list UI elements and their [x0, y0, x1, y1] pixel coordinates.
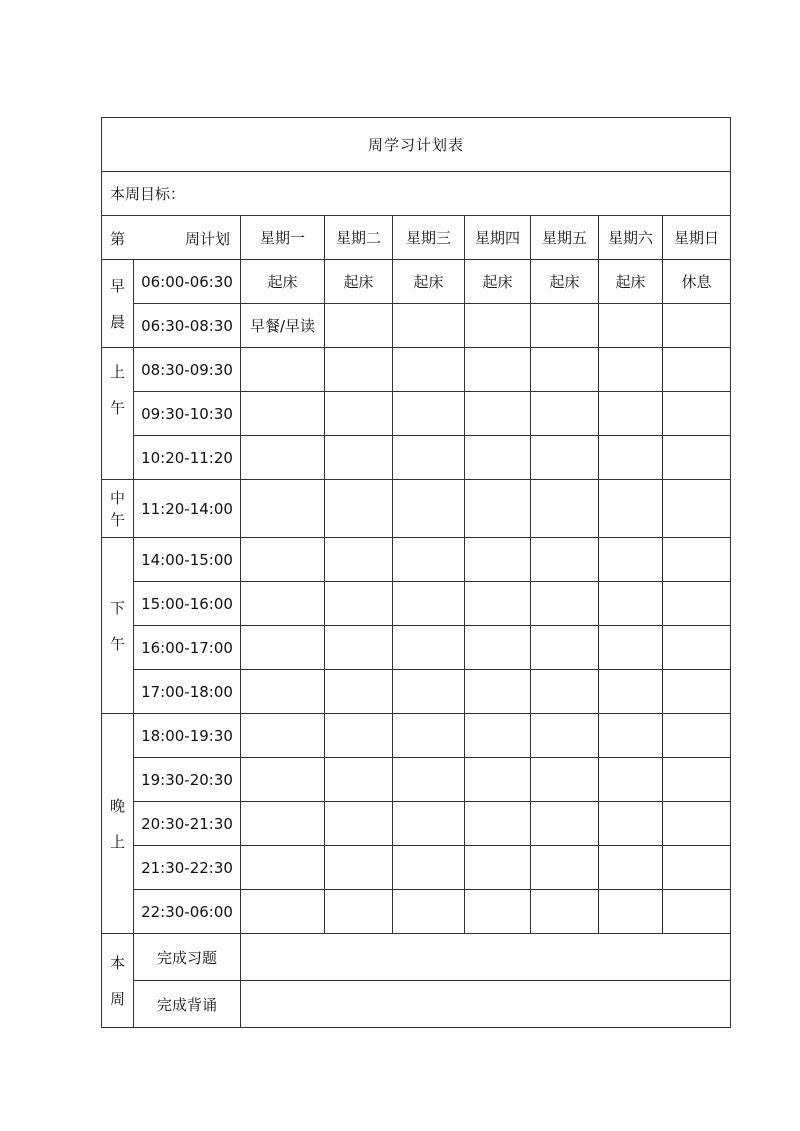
plan-cell[interactable]: 起床 [531, 260, 599, 304]
time-slot: 17:00-18:00 [134, 670, 241, 714]
plan-cell[interactable] [241, 846, 325, 890]
plan-cell[interactable] [663, 304, 731, 348]
plan-cell[interactable] [393, 582, 465, 626]
week-plan-header [102, 216, 241, 260]
plan-cell[interactable] [241, 626, 325, 670]
plan-cell[interactable] [531, 480, 599, 538]
plan-cell[interactable] [325, 480, 393, 538]
plan-cell[interactable] [325, 846, 393, 890]
plan-cell[interactable] [465, 846, 531, 890]
plan-cell[interactable] [531, 714, 599, 758]
plan-cell[interactable] [531, 392, 599, 436]
plan-cell[interactable] [325, 538, 393, 582]
time-slot: 06:30-08:30 [134, 304, 241, 348]
plan-cell[interactable] [241, 890, 325, 934]
day-header-fri: 星期五 [531, 216, 599, 260]
period-label-evening: 晚 上 [102, 714, 134, 934]
plan-cell[interactable] [393, 626, 465, 670]
plan-cell[interactable]: 起床 [599, 260, 663, 304]
time-slot: 22:30-06:00 [134, 890, 241, 934]
plan-cell[interactable] [663, 582, 731, 626]
plan-cell[interactable] [663, 480, 731, 538]
plan-cell[interactable] [531, 670, 599, 714]
plan-cell[interactable] [663, 348, 731, 392]
plan-cell[interactable] [325, 758, 393, 802]
plan-cell[interactable] [465, 802, 531, 846]
plan-cell[interactable] [531, 582, 599, 626]
plan-cell[interactable] [393, 846, 465, 890]
summary-label-recitation: 完成背诵 [134, 981, 241, 1028]
table-row [102, 392, 731, 436]
plan-cell[interactable] [599, 758, 663, 802]
plan-cell[interactable] [241, 538, 325, 582]
plan-cell[interactable] [531, 304, 599, 348]
summary-exercises-field[interactable] [241, 934, 731, 981]
period-label-forenoon: 上 午 [102, 348, 134, 480]
period-label-morning: 早 晨 [102, 260, 134, 348]
plan-cell[interactable] [531, 846, 599, 890]
plan-cell[interactable] [465, 480, 531, 538]
plan-cell[interactable] [325, 626, 393, 670]
table-row [102, 304, 731, 348]
week-number-label: 第 [110, 230, 126, 248]
plan-cell[interactable] [393, 670, 465, 714]
table-row [102, 480, 731, 538]
plan-cell[interactable] [393, 802, 465, 846]
plan-cell[interactable] [599, 480, 663, 538]
plan-cell[interactable] [531, 802, 599, 846]
plan-cell[interactable] [393, 436, 465, 480]
plan-cell[interactable] [241, 480, 325, 538]
plan-cell[interactable] [241, 714, 325, 758]
plan-cell[interactable] [325, 436, 393, 480]
plan-cell[interactable] [325, 890, 393, 934]
plan-cell[interactable] [465, 538, 531, 582]
summary-label-exercises: 完成习题 [134, 934, 241, 981]
table-row [102, 670, 731, 714]
plan-cell[interactable] [465, 890, 531, 934]
plan-cell[interactable] [599, 304, 663, 348]
plan-cell[interactable]: 休息 [663, 260, 731, 304]
plan-cell[interactable] [241, 392, 325, 436]
plan-cell[interactable] [531, 348, 599, 392]
table-row [102, 981, 731, 1028]
plan-cell[interactable] [663, 626, 731, 670]
plan-cell[interactable] [531, 758, 599, 802]
table-row [102, 538, 731, 582]
plan-cell[interactable] [663, 392, 731, 436]
plan-cell[interactable] [465, 582, 531, 626]
day-header-mon: 星期一 [241, 216, 325, 260]
plan-cell[interactable] [465, 436, 531, 480]
plan-cell[interactable] [599, 348, 663, 392]
table-row [102, 582, 731, 626]
time-slot: 11:20-14:00 [134, 480, 241, 538]
page-title: 周学习计划表 [102, 118, 731, 172]
plan-cell[interactable] [393, 348, 465, 392]
plan-cell[interactable] [241, 582, 325, 626]
plan-cell[interactable] [393, 758, 465, 802]
plan-cell[interactable] [465, 304, 531, 348]
table-row [102, 626, 731, 670]
plan-cell[interactable] [531, 626, 599, 670]
plan-cell[interactable] [599, 392, 663, 436]
plan-cell[interactable] [531, 538, 599, 582]
plan-cell[interactable] [599, 670, 663, 714]
time-slot: 19:30-20:30 [134, 758, 241, 802]
week-goal-field[interactable]: 本周目标： [102, 172, 731, 216]
plan-cell[interactable]: 起床 [241, 260, 325, 304]
plan-cell[interactable] [599, 714, 663, 758]
day-header-sun: 星期日 [663, 216, 731, 260]
plan-cell[interactable] [325, 670, 393, 714]
plan-cell[interactable] [325, 348, 393, 392]
plan-cell[interactable]: 起床 [325, 260, 393, 304]
table-row [102, 934, 731, 981]
time-slot: 06:00-06:30 [134, 260, 241, 304]
plan-cell[interactable] [393, 304, 465, 348]
plan-cell[interactable] [531, 436, 599, 480]
week-plan-label: 周计划 [184, 230, 230, 248]
plan-cell[interactable] [663, 436, 731, 480]
plan-cell[interactable] [241, 436, 325, 480]
plan-cell[interactable] [663, 538, 731, 582]
period-label-noon: 中 午 [102, 480, 134, 538]
plan-cell[interactable] [465, 758, 531, 802]
table-row [102, 846, 731, 890]
plan-cell[interactable] [393, 392, 465, 436]
time-slot: 18:00-19:30 [134, 714, 241, 758]
plan-cell[interactable] [393, 714, 465, 758]
table-row [102, 802, 731, 846]
plan-cell[interactable] [393, 538, 465, 582]
time-slot: 09:30-10:30 [134, 392, 241, 436]
time-slot: 08:30-09:30 [134, 348, 241, 392]
plan-cell[interactable] [465, 348, 531, 392]
plan-cell[interactable] [599, 846, 663, 890]
plan-cell[interactable] [465, 392, 531, 436]
plan-cell[interactable] [241, 758, 325, 802]
plan-cell[interactable] [599, 538, 663, 582]
table-row [102, 348, 731, 392]
day-header-tue: 星期二 [325, 216, 393, 260]
plan-cell[interactable] [663, 846, 731, 890]
plan-cell[interactable] [663, 714, 731, 758]
plan-cell[interactable] [465, 626, 531, 670]
plan-cell[interactable] [465, 670, 531, 714]
plan-cell[interactable] [393, 480, 465, 538]
plan-cell[interactable] [599, 802, 663, 846]
plan-cell[interactable] [663, 758, 731, 802]
plan-cell[interactable] [393, 890, 465, 934]
plan-cell[interactable] [599, 890, 663, 934]
plan-cell[interactable] [241, 348, 325, 392]
plan-cell[interactable] [599, 626, 663, 670]
plan-cell[interactable] [325, 392, 393, 436]
plan-cell[interactable] [663, 802, 731, 846]
time-slot: 10:20-11:20 [134, 436, 241, 480]
plan-cell[interactable] [599, 582, 663, 626]
plan-cell[interactable] [325, 802, 393, 846]
time-slot: 20:30-21:30 [134, 802, 241, 846]
plan-cell[interactable] [663, 670, 731, 714]
plan-cell[interactable] [663, 890, 731, 934]
plan-cell[interactable] [325, 582, 393, 626]
day-header-sat: 星期六 [599, 216, 663, 260]
period-label-afternoon: 下 午 [102, 538, 134, 714]
plan-cell[interactable] [325, 714, 393, 758]
period-label-week: 本 周 [102, 934, 134, 1028]
time-slot: 21:30-22:30 [134, 846, 241, 890]
plan-cell[interactable] [531, 890, 599, 934]
plan-cell[interactable] [599, 436, 663, 480]
table-row [102, 260, 731, 304]
weekly-plan-table [101, 117, 731, 1028]
time-slot: 15:00-16:00 [134, 582, 241, 626]
plan-cell[interactable] [241, 670, 325, 714]
day-header-thu: 星期四 [465, 216, 531, 260]
time-slot: 16:00-17:00 [134, 626, 241, 670]
summary-recitation-field[interactable] [241, 981, 731, 1028]
time-slot: 14:00-15:00 [134, 538, 241, 582]
plan-cell[interactable]: 起床 [465, 260, 531, 304]
plan-cell[interactable]: 起床 [393, 260, 465, 304]
plan-cell[interactable] [241, 802, 325, 846]
plan-cell[interactable] [465, 714, 531, 758]
plan-cell[interactable] [325, 304, 393, 348]
table-row [102, 758, 731, 802]
table-row [102, 436, 731, 480]
plan-cell[interactable]: 早餐/早读 [241, 304, 325, 348]
day-header-wed: 星期三 [393, 216, 465, 260]
table-row [102, 890, 731, 934]
table-row [102, 714, 731, 758]
